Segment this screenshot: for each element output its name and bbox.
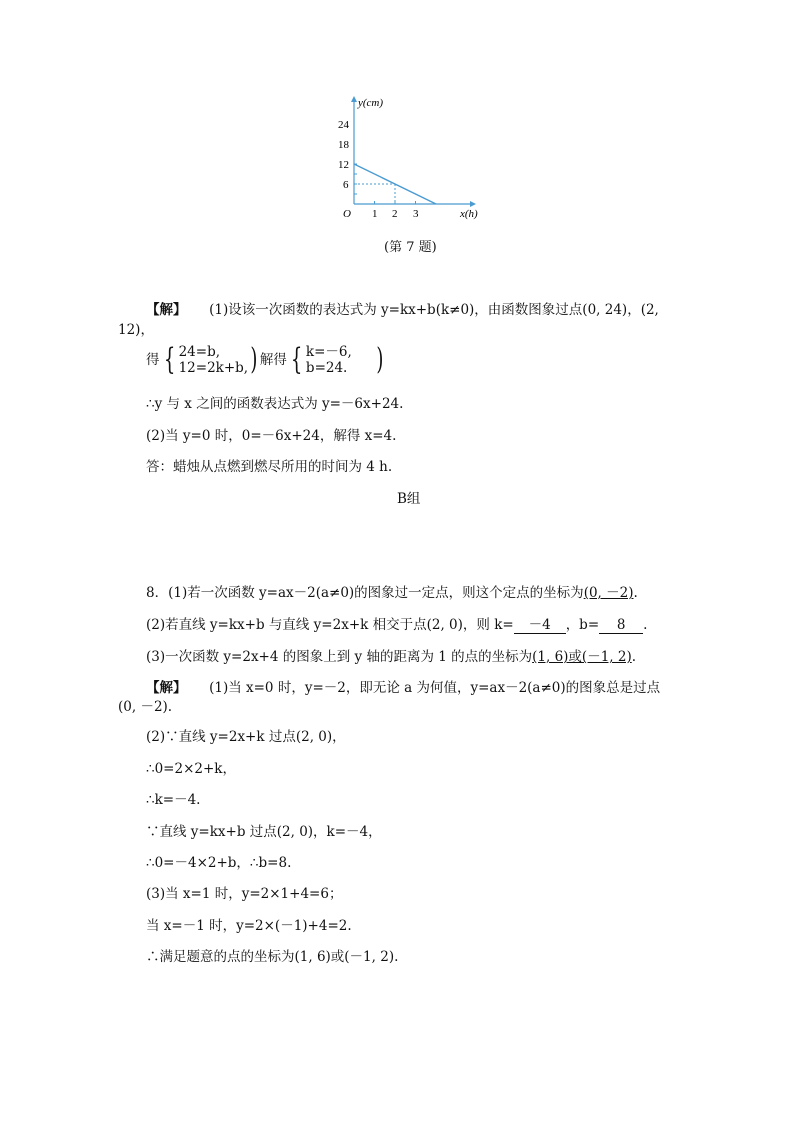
system-2 xyxy=(306,344,352,376)
jiede-label: 解得 xyxy=(259,352,287,368)
q8-part3 xyxy=(146,645,636,665)
solution7-line1 xyxy=(146,298,659,318)
solution8-line7: (3)当 x=1 时，y=2×1+4=6； xyxy=(146,886,343,902)
solution8-text1: (1)当 x=0 时，y=－2，即无论 a 为何值，y=ax－2(a≠0)的图象总是过点 xyxy=(209,680,661,696)
solution8-line5: ∵直线 y=kx+b 过点(2, 0)，k=－4， xyxy=(146,824,382,840)
y-tick-6: 6 xyxy=(343,179,349,191)
q8-p3-end: . xyxy=(631,649,637,665)
y-tick-18: 18 xyxy=(338,139,349,151)
solution7-line1b: 12)， xyxy=(118,322,154,338)
solution8-line3: ∴0=2×2+k， xyxy=(146,761,236,777)
solution8-line9: ∴满足题意的点的坐标为(1, 6)或(－1, 2). xyxy=(146,949,399,965)
origin-label: O xyxy=(343,208,351,220)
sys2-eq2: b=24. xyxy=(305,360,348,376)
sys1-eq1: 24=b, xyxy=(178,344,221,360)
solution8-line8: 当 x=－1 时，y=2×(－1)+4=2. xyxy=(146,918,352,934)
left-brace-icon: { xyxy=(163,342,175,377)
q8-p1-text: 8．(1)若一次函数 y=ax－2(a≠0)的图象过一定点，则这个定点的坐标为 xyxy=(146,585,584,601)
figure-caption: (第 7 题) xyxy=(384,240,437,255)
solution7-line5: 答：蜡烛从点燃到燃尽所用的时间为 4 h. xyxy=(146,459,393,475)
q8-part1 xyxy=(146,581,638,601)
q8-p1-answer: (0, －2) xyxy=(583,585,634,601)
solution8-line1 xyxy=(146,676,660,696)
q8-part2 xyxy=(146,613,647,634)
solution7-text1: (1)设该一次函数的表达式为 y=kx+b(k≠0)，由函数图象过点(0, 24)，(2, xyxy=(209,302,659,318)
q8-p2-text: (2)若直线 y=kx+b 与直线 y=2x+k 相交于点(2, 0)，则 k= xyxy=(146,617,514,633)
function-graph xyxy=(330,90,490,225)
right-brace-icon: ) xyxy=(376,342,384,377)
solution8-line6: ∴0=－4×2+b，∴b=8. xyxy=(146,855,292,871)
q8-p1-end: . xyxy=(633,585,638,601)
q8-p3-text: (3)一次函数 y=2x+4 的图象上到 y 轴的距离为 1 的点的坐标为 xyxy=(146,649,533,665)
y-axis-arrow-icon xyxy=(351,96,357,102)
solution8-line1b: (0, －2). xyxy=(118,699,173,715)
solution-tag: 【解】 xyxy=(146,302,187,318)
solution8-line4: ∴k=－4. xyxy=(146,792,201,808)
system-1 xyxy=(179,344,249,376)
q8-p2-end: . xyxy=(643,617,648,633)
y-tick-24: 24 xyxy=(338,119,349,131)
left-brace-icon: { xyxy=(290,342,303,377)
q8-p2-k-answer: －4 xyxy=(514,613,566,634)
q8-p2-b-answer: 8 xyxy=(599,617,643,634)
x-tick-2: 2 xyxy=(392,208,398,220)
solution7-line4: (2)当 y=0 时，0=－6x+24，解得 x=4. xyxy=(146,428,397,444)
section-heading: B组 xyxy=(397,491,421,507)
sys2-eq1: k=－6, xyxy=(305,344,352,360)
solution-tag: 【解】 xyxy=(146,680,187,696)
sys1-eq2: 12=2k+b, xyxy=(178,360,249,376)
de-label: 得 xyxy=(146,352,160,368)
right-brace-icon: ) xyxy=(250,342,258,377)
y-tick-12: 12 xyxy=(338,159,349,171)
solution7-line3: ∴y 与 x 之间的函数表达式为 y=－6x+24. xyxy=(146,396,404,412)
q8-p2-mid: ，b= xyxy=(565,617,600,633)
x-axis-arrow-icon xyxy=(470,201,476,207)
solution8-line2: (2)∵直线 y=2x+k 过点(2, 0)， xyxy=(146,729,346,745)
q8-p3-answer: (1, 6)或(－1, 2) xyxy=(532,649,632,665)
x-tick-1: 1 xyxy=(372,208,378,220)
x-axis-label: x(h) xyxy=(460,208,478,220)
equation-system-row xyxy=(146,344,386,376)
y-axis-label: y(cm) xyxy=(358,97,384,109)
x-tick-3: 3 xyxy=(413,208,419,220)
